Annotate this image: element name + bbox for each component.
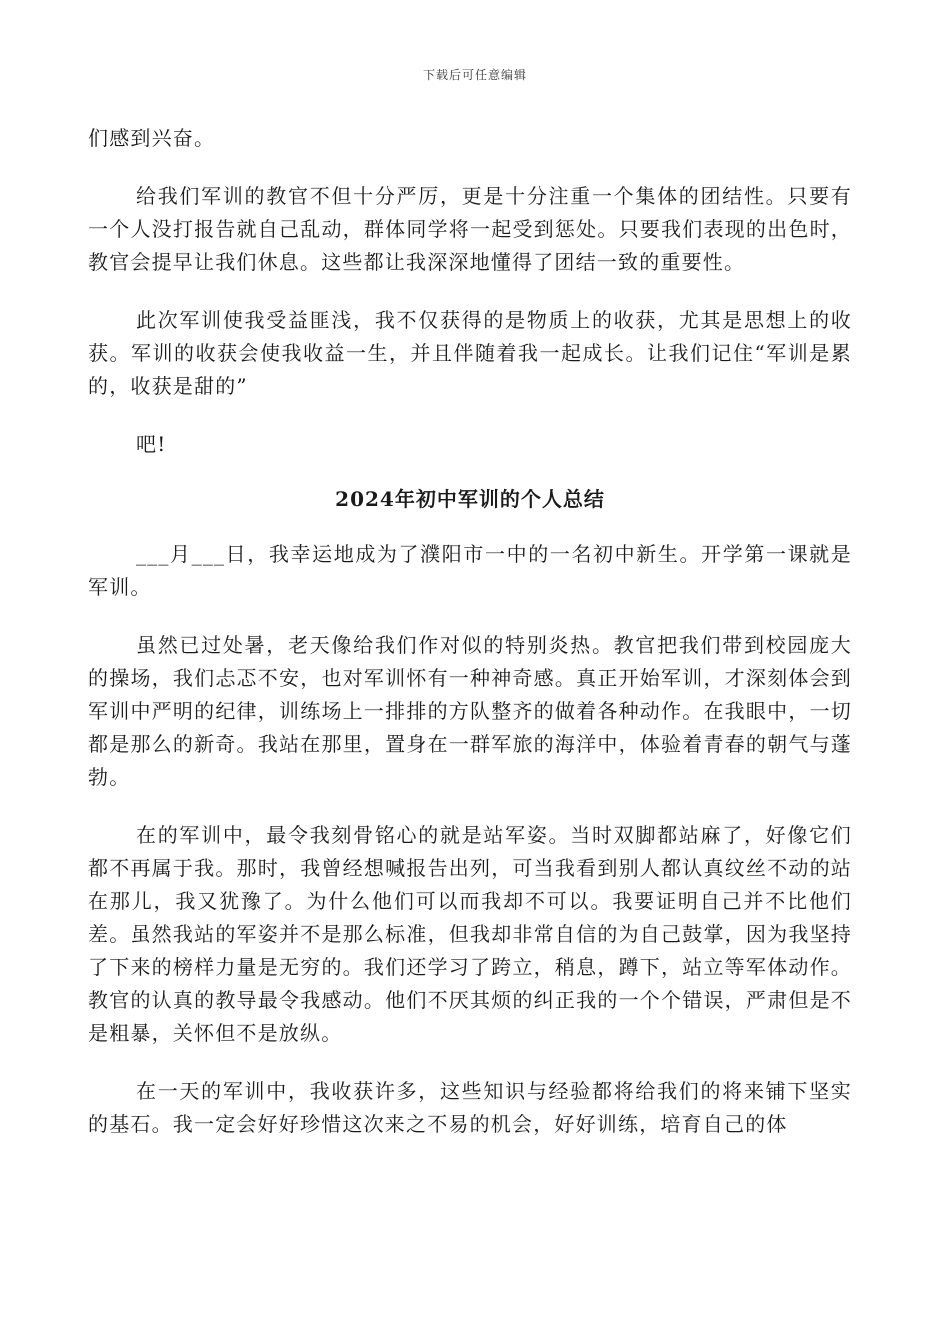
- paragraph-closing: 吧!: [136, 432, 167, 456]
- paragraph-benefit: 此次军训使我受益匪浅，我不仅获得的是物质上的收获，尤其是思想上的收获。军训的收获会使我收益一生，并且伴随着我一起成长。让我们记住“军训是累的，收获是甜的”: [88, 308, 852, 398]
- paragraph-intro: ___月___日，我幸运地成为了濮阳市一中的一名初中新生。开学第一课就是军训。: [88, 542, 852, 599]
- paragraph-harvest: 在一天的军训中，我收获许多，这些知识与经验都将给我们的将来铺下坚实的基石。我一定会好好珍惜这次来之不易的机会，好好训练，培育自己的体: [88, 1079, 852, 1136]
- section-title: 2024年初中军训的个人总结: [335, 487, 605, 511]
- paragraph-instructor: 给我们军训的教官不但十分严厉，更是十分注重一个集体的团结性。只要有一个人没打报告就自己乱动，群体同学将一起受到惩处。只要我们表现的出色时，教官会提早让我们休息。这些都让我深深地懂得了团结一致的重要性。: [88, 184, 852, 274]
- paragraph-weather: 虽然已过处暑，老天像给我们作对似的特别炎热。教官把我们带到校园庞大的操场，我们忐忑不安，也对军训怀有一种神奇感。真正开始军训，才深刻体会到军训中严明的纪律，训练场上一排排的方队整齐的做着各种动作。在我眼中，一切都是那么的新奇。我站在那里，置身在一群军旅的海洋中，体验着青春的朝气与蓬勃。: [88, 633, 852, 789]
- page-header: 下载后可任意编辑: [422, 68, 527, 82]
- paragraph-continuation: 们感到兴奋。: [88, 126, 216, 150]
- document-body: [88, 122, 852, 1141]
- paragraph-standing: 在的军训中，最令我刻骨铭心的就是站军姿。当时双脚都站麻了，好像它们都不再属于我。那时，我曾经想喊报告出列，可当我看到别人都认真纹丝不动的站在那儿，我又犹豫了。为什么他们可以而我却不可以。我要证明自己并不比他们差。虽然我站的军姿并不是那么标准，但我却非常自信的为自己鼓掌，因为我坚持了下来的榜样力量是无穷的。我们还学习了跨立，稍息，蹲下，站立等军体动作。教官的认真的教导最令我感动。他们不厌其烦的纠正我的一个个错误，严肃但是不是粗暴，关怀但不是放纵。: [88, 823, 852, 1045]
